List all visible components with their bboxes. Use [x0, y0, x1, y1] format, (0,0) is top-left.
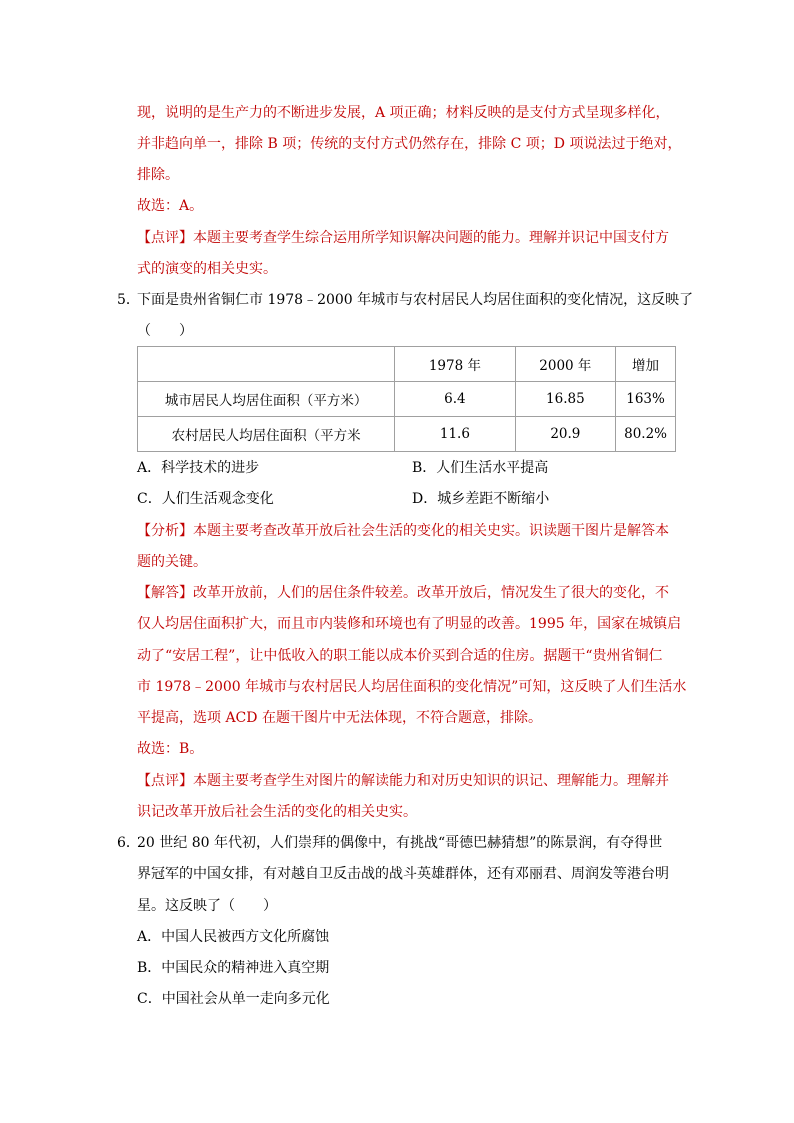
- table-header-row: [138, 347, 676, 382]
- comment-text: 本题主要考查学生对图片的解读能力和对历史知识的识记、理解能力。理解并: [193, 773, 669, 789]
- question-number: 5．: [117, 292, 140, 308]
- comment-tag: 【点评】: [137, 230, 193, 246]
- table-cell: 农村居民人均居住面积（平方米: [138, 417, 395, 452]
- comment-text: 本题主要考查学生综合运用所学知识解决问题的能力。理解并识记中国支付方: [193, 230, 669, 246]
- table-row: [138, 417, 676, 452]
- answer-line: 动了“安居工程”，让中低收入的职工能以成本价买到合适的住房。据题干“贵州省铜仁: [137, 648, 663, 664]
- answer-line: 市 1978﹣2000 年城市与农村居民人均居住面积的变化情况”可知，这反映了人们生活水: [137, 679, 687, 695]
- table-cell: 6.4: [395, 382, 515, 417]
- table-header-cell: 1978 年: [395, 347, 515, 382]
- option-a: A．科学技术的进步: [137, 460, 260, 476]
- table-cell: 11.6: [395, 417, 515, 452]
- option-d: D．城乡差距不断缩小: [412, 491, 550, 507]
- answer-line: 排除。: [137, 167, 179, 183]
- question-stem: 界冠军的中国女排，有对越自卫反击战的战斗英雄群体，还有邓丽君、周润发等港台明: [137, 866, 669, 882]
- comment-line: 识记改革开放后社会生活的变化的相关史实。: [137, 804, 417, 820]
- comment-line: [137, 771, 669, 791]
- comment-tag: 【点评】: [137, 773, 193, 789]
- analysis-tag: 【分析】: [137, 523, 193, 539]
- answer-line: 现，说明的是生产力的不断进步发展，A 项正确；材料反映的是支付方式呈现多样化，: [137, 105, 670, 121]
- question-stem: 下面是贵州省铜仁市 1978﹣2000 年城市与农村居民人均居住面积的变化情况，这反映了: [137, 292, 694, 308]
- table-header-cell: 2000 年: [515, 347, 616, 382]
- table-row: [138, 382, 676, 417]
- option-c: C．中国社会从单一走向多元化: [137, 991, 330, 1007]
- question-stem: 星。这反映了（ ）: [137, 898, 277, 914]
- analysis-line: [137, 521, 669, 541]
- answer-line: 平提高，选项 ACD 在题干图片中无法体现，不符合题意，排除。: [137, 710, 542, 726]
- answer-line: 并非趋向单一，排除 B 项；传统的支付方式仍然存在，排除 C 项；D 项说法过于绝对，: [137, 136, 682, 152]
- analysis-text: 本题主要考查改革开放后社会生活的变化的相关史实。识读题干图片是解答本: [193, 523, 669, 539]
- answer-text: 改革开放前，人们的居住条件较差。改革开放后，情况发生了很大的变化，不: [193, 585, 669, 601]
- table-cell: 20.9: [515, 417, 616, 452]
- table-cell: 163%: [616, 382, 676, 417]
- answer-line: 仅人均居住面积扩大，而且市内装修和环境也有了明显的改善。1995 年，国家在城镇启: [137, 616, 682, 632]
- answer-choice: 故选：A。: [137, 198, 204, 214]
- table-cell: 16.85: [515, 382, 616, 417]
- question-number: 6．: [117, 835, 140, 851]
- option-b: B．中国民众的精神进入真空期: [137, 960, 330, 976]
- question-stem: 20 世纪 80 年代初，人们崇拜的偶像中，有挑战“哥德巴赫猜想”的陈景润，有夺得世: [137, 835, 663, 851]
- table-cell: 城市居民人均居住面积（平方米）: [138, 382, 395, 417]
- data-table: [137, 346, 676, 452]
- answer-choice: 故选：B。: [137, 741, 204, 757]
- comment-line: [137, 228, 669, 248]
- table-header-cell: 增加: [616, 347, 676, 382]
- comment-line: 式的演变的相关史实。: [137, 261, 277, 277]
- table-cell: 80.2%: [616, 417, 676, 452]
- analysis-line: 题的关键。: [137, 554, 207, 570]
- answer-line: [137, 583, 669, 603]
- option-c: C．人们生活观念变化: [137, 491, 274, 507]
- option-a: A．中国人民被西方文化所腐蚀: [137, 929, 330, 945]
- option-b: B．人们生活水平提高: [412, 460, 549, 476]
- question-stem: （ ）: [137, 323, 193, 339]
- table-header-cell: [138, 347, 395, 382]
- answer-tag: 【解答】: [137, 585, 193, 601]
